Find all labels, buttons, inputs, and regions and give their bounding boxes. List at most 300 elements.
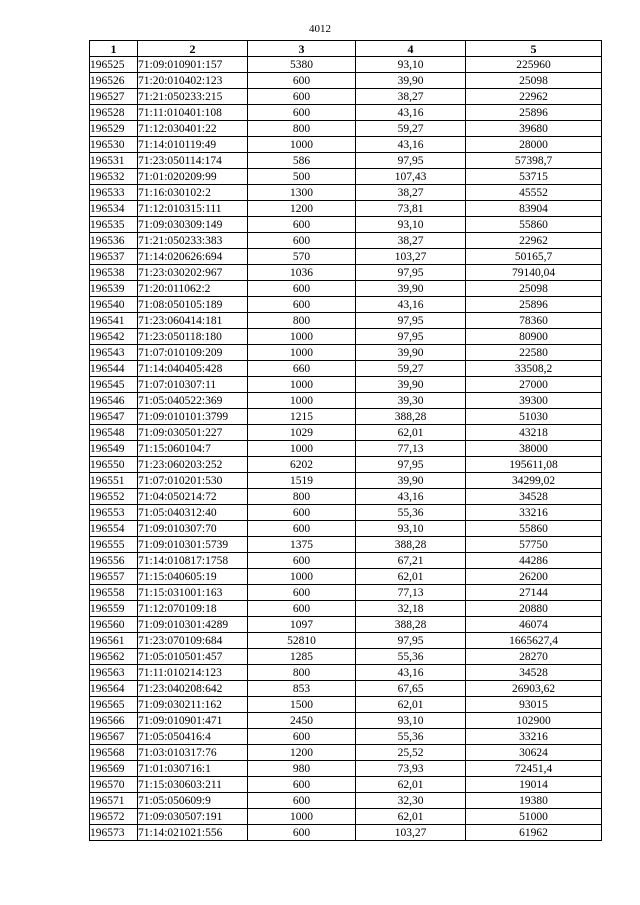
record-number-cell: 196545 xyxy=(90,377,138,393)
rate-cell: 77,13 xyxy=(356,585,466,601)
value-cell: 19380 xyxy=(466,793,602,809)
rate-cell: 73,93 xyxy=(356,761,466,777)
record-number-cell: 196561 xyxy=(90,633,138,649)
value-cell: 25098 xyxy=(466,73,602,89)
rate-cell: 103,27 xyxy=(356,249,466,265)
record-number-cell: 196544 xyxy=(90,361,138,377)
rate-cell: 62,01 xyxy=(356,425,466,441)
table-row xyxy=(90,185,602,201)
table-row xyxy=(90,713,602,729)
value-cell: 34528 xyxy=(466,489,602,505)
record-number-cell: 196533 xyxy=(90,185,138,201)
record-number-cell: 196568 xyxy=(90,745,138,761)
record-number-cell: 196562 xyxy=(90,649,138,665)
table-row xyxy=(90,361,602,377)
cadastral-number-cell: 71:14:010119:49 xyxy=(138,137,248,153)
rate-cell: 62,01 xyxy=(356,777,466,793)
record-number-cell: 196549 xyxy=(90,441,138,457)
table-row xyxy=(90,249,602,265)
record-number-cell: 196570 xyxy=(90,777,138,793)
record-number-cell: 196555 xyxy=(90,537,138,553)
table-row xyxy=(90,217,602,233)
rate-cell: 103,27 xyxy=(356,825,466,841)
rate-cell: 97,95 xyxy=(356,329,466,345)
cadastral-number-cell: 71:07:010109:209 xyxy=(138,345,248,361)
value-cell: 72451,4 xyxy=(466,761,602,777)
rate-cell: 55,36 xyxy=(356,649,466,665)
area-cell: 600 xyxy=(248,825,356,841)
cadastral-number-cell: 71:07:010201:530 xyxy=(138,473,248,489)
table-row xyxy=(90,665,602,681)
cadastral-number-cell: 71:23:070109:684 xyxy=(138,633,248,649)
table-row xyxy=(90,329,602,345)
value-cell: 39300 xyxy=(466,393,602,409)
value-cell: 1665627,4 xyxy=(466,633,602,649)
value-cell: 33216 xyxy=(466,505,602,521)
area-cell: 600 xyxy=(248,777,356,793)
cadastral-number-cell: 71:09:010301:5739 xyxy=(138,537,248,553)
record-number-cell: 196557 xyxy=(90,569,138,585)
value-cell: 55860 xyxy=(466,521,602,537)
cadastral-number-cell: 71:05:050609:9 xyxy=(138,793,248,809)
value-cell: 102900 xyxy=(466,713,602,729)
rate-cell: 39,30 xyxy=(356,393,466,409)
cadastral-number-cell: 71:09:030507:191 xyxy=(138,809,248,825)
column-header-5: 5 xyxy=(466,41,602,57)
table-row xyxy=(90,569,602,585)
cadastral-number-cell: 71:20:010402:123 xyxy=(138,73,248,89)
cadastral-number-cell: 71:09:010301:4289 xyxy=(138,617,248,633)
table-row xyxy=(90,537,602,553)
value-cell: 50165,7 xyxy=(466,249,602,265)
rate-cell: 38,27 xyxy=(356,89,466,105)
rate-cell: 93,10 xyxy=(356,217,466,233)
cadastral-number-cell: 71:14:020626:694 xyxy=(138,249,248,265)
rate-cell: 43,16 xyxy=(356,137,466,153)
table-row xyxy=(90,777,602,793)
area-cell: 1097 xyxy=(248,617,356,633)
record-number-cell: 196540 xyxy=(90,297,138,313)
record-number-cell: 196529 xyxy=(90,121,138,137)
rate-cell: 32,30 xyxy=(356,793,466,809)
cadastral-number-cell: 71:05:040522:369 xyxy=(138,393,248,409)
area-cell: 1200 xyxy=(248,745,356,761)
value-cell: 33508,2 xyxy=(466,361,602,377)
table-row xyxy=(90,153,602,169)
record-number-cell: 196558 xyxy=(90,585,138,601)
rate-cell: 39,90 xyxy=(356,345,466,361)
value-cell: 51030 xyxy=(466,409,602,425)
area-cell: 1500 xyxy=(248,697,356,713)
value-cell: 27000 xyxy=(466,377,602,393)
record-number-cell: 196551 xyxy=(90,473,138,489)
table-row xyxy=(90,489,602,505)
cadastral-number-cell: 71:15:031001:163 xyxy=(138,585,248,601)
table-row xyxy=(90,233,602,249)
cadastral-number-cell: 71:12:030401:22 xyxy=(138,121,248,137)
column-header-4: 4 xyxy=(356,41,466,57)
record-number-cell: 196525 xyxy=(90,57,138,73)
record-number-cell: 196569 xyxy=(90,761,138,777)
table-row xyxy=(90,505,602,521)
value-cell: 225960 xyxy=(466,57,602,73)
record-number-cell: 196539 xyxy=(90,281,138,297)
cadastral-number-cell: 71:09:030211:162 xyxy=(138,697,248,713)
area-cell: 586 xyxy=(248,153,356,169)
column-header-1: 1 xyxy=(90,41,138,57)
table-row xyxy=(90,585,602,601)
area-cell: 52810 xyxy=(248,633,356,649)
table-row xyxy=(90,649,602,665)
rate-cell: 67,65 xyxy=(356,681,466,697)
rate-cell: 93,10 xyxy=(356,521,466,537)
table-row xyxy=(90,89,602,105)
rate-cell: 62,01 xyxy=(356,809,466,825)
cadastral-number-cell: 71:09:010901:157 xyxy=(138,57,248,73)
rate-cell: 38,27 xyxy=(356,185,466,201)
value-cell: 78360 xyxy=(466,313,602,329)
area-cell: 570 xyxy=(248,249,356,265)
table-row xyxy=(90,473,602,489)
rate-cell: 25,52 xyxy=(356,745,466,761)
cadastral-number-cell: 71:14:040405:428 xyxy=(138,361,248,377)
record-number-cell: 196572 xyxy=(90,809,138,825)
area-cell: 500 xyxy=(248,169,356,185)
value-cell: 34299,02 xyxy=(466,473,602,489)
value-cell: 20880 xyxy=(466,601,602,617)
table-row xyxy=(90,345,602,361)
land-registry-table xyxy=(89,40,602,841)
rate-cell: 67,21 xyxy=(356,553,466,569)
area-cell: 600 xyxy=(248,729,356,745)
record-number-cell: 196566 xyxy=(90,713,138,729)
area-cell: 800 xyxy=(248,313,356,329)
rate-cell: 388,28 xyxy=(356,617,466,633)
area-cell: 800 xyxy=(248,665,356,681)
area-cell: 600 xyxy=(248,233,356,249)
value-cell: 55860 xyxy=(466,217,602,233)
table-row xyxy=(90,761,602,777)
table-row xyxy=(90,633,602,649)
area-cell: 600 xyxy=(248,521,356,537)
area-cell: 600 xyxy=(248,281,356,297)
area-cell: 1000 xyxy=(248,329,356,345)
cadastral-number-cell: 71:09:010307:70 xyxy=(138,521,248,537)
area-cell: 600 xyxy=(248,793,356,809)
table-row xyxy=(90,73,602,89)
rate-cell: 39,90 xyxy=(356,281,466,297)
rate-cell: 55,36 xyxy=(356,729,466,745)
rate-cell: 43,16 xyxy=(356,489,466,505)
table-row xyxy=(90,809,602,825)
rate-cell: 73,81 xyxy=(356,201,466,217)
value-cell: 33216 xyxy=(466,729,602,745)
cadastral-number-cell: 71:16:030102:2 xyxy=(138,185,248,201)
record-number-cell: 196559 xyxy=(90,601,138,617)
table-row xyxy=(90,121,602,137)
record-number-cell: 196536 xyxy=(90,233,138,249)
value-cell: 43218 xyxy=(466,425,602,441)
value-cell: 57750 xyxy=(466,537,602,553)
record-number-cell: 196532 xyxy=(90,169,138,185)
record-number-cell: 196573 xyxy=(90,825,138,841)
cadastral-number-cell: 71:12:010315:111 xyxy=(138,201,248,217)
area-cell: 1200 xyxy=(248,201,356,217)
column-header-2: 2 xyxy=(138,41,248,57)
area-cell: 600 xyxy=(248,217,356,233)
cadastral-number-cell: 71:01:020209:99 xyxy=(138,169,248,185)
cadastral-number-cell: 71:11:010214:123 xyxy=(138,665,248,681)
value-cell: 26903,62 xyxy=(466,681,602,697)
area-cell: 1215 xyxy=(248,409,356,425)
cadastral-number-cell: 71:23:050114:174 xyxy=(138,153,248,169)
table-header-row xyxy=(90,41,602,57)
table-row xyxy=(90,105,602,121)
value-cell: 26200 xyxy=(466,569,602,585)
table-row xyxy=(90,793,602,809)
value-cell: 51000 xyxy=(466,809,602,825)
cadastral-number-cell: 71:14:010817:1758 xyxy=(138,553,248,569)
value-cell: 195611,08 xyxy=(466,457,602,473)
table-row xyxy=(90,745,602,761)
value-cell: 25098 xyxy=(466,281,602,297)
value-cell: 25896 xyxy=(466,297,602,313)
record-number-cell: 196564 xyxy=(90,681,138,697)
area-cell: 1000 xyxy=(248,441,356,457)
table-row xyxy=(90,169,602,185)
area-cell: 5380 xyxy=(248,57,356,73)
area-cell: 1285 xyxy=(248,649,356,665)
value-cell: 61962 xyxy=(466,825,602,841)
value-cell: 19014 xyxy=(466,777,602,793)
cadastral-number-cell: 71:23:050118:180 xyxy=(138,329,248,345)
record-number-cell: 196530 xyxy=(90,137,138,153)
rate-cell: 59,27 xyxy=(356,361,466,377)
record-number-cell: 196571 xyxy=(90,793,138,809)
cadastral-number-cell: 71:03:010317:76 xyxy=(138,745,248,761)
area-cell: 980 xyxy=(248,761,356,777)
record-number-cell: 196538 xyxy=(90,265,138,281)
rate-cell: 43,16 xyxy=(356,105,466,121)
rate-cell: 39,90 xyxy=(356,377,466,393)
value-cell: 22580 xyxy=(466,345,602,361)
area-cell: 1029 xyxy=(248,425,356,441)
cadastral-number-cell: 71:05:040312:40 xyxy=(138,505,248,521)
value-cell: 39680 xyxy=(466,121,602,137)
area-cell: 1519 xyxy=(248,473,356,489)
area-cell: 1000 xyxy=(248,137,356,153)
value-cell: 38000 xyxy=(466,441,602,457)
rate-cell: 97,95 xyxy=(356,313,466,329)
cadastral-number-cell: 71:09:030309:149 xyxy=(138,217,248,233)
table-row xyxy=(90,601,602,617)
area-cell: 600 xyxy=(248,553,356,569)
rate-cell: 388,28 xyxy=(356,409,466,425)
table-row xyxy=(90,297,602,313)
rate-cell: 97,95 xyxy=(356,457,466,473)
cadastral-number-cell: 71:23:060414:181 xyxy=(138,313,248,329)
table-row xyxy=(90,681,602,697)
cadastral-number-cell: 71:23:060203:252 xyxy=(138,457,248,473)
area-cell: 800 xyxy=(248,489,356,505)
area-cell: 600 xyxy=(248,297,356,313)
table-row xyxy=(90,729,602,745)
table-row xyxy=(90,425,602,441)
value-cell: 45552 xyxy=(466,185,602,201)
cadastral-number-cell: 71:23:030202:967 xyxy=(138,265,248,281)
value-cell: 44286 xyxy=(466,553,602,569)
table-row xyxy=(90,137,602,153)
rate-cell: 55,36 xyxy=(356,505,466,521)
record-number-cell: 196531 xyxy=(90,153,138,169)
value-cell: 93015 xyxy=(466,697,602,713)
area-cell: 600 xyxy=(248,601,356,617)
value-cell: 80900 xyxy=(466,329,602,345)
area-cell: 1000 xyxy=(248,809,356,825)
value-cell: 30624 xyxy=(466,745,602,761)
area-cell: 853 xyxy=(248,681,356,697)
record-number-cell: 196567 xyxy=(90,729,138,745)
cadastral-number-cell: 71:08:050105:189 xyxy=(138,297,248,313)
table-row xyxy=(90,409,602,425)
table-row xyxy=(90,281,602,297)
area-cell: 1000 xyxy=(248,393,356,409)
column-header-3: 3 xyxy=(248,41,356,57)
rate-cell: 97,95 xyxy=(356,153,466,169)
rate-cell: 77,13 xyxy=(356,441,466,457)
cadastral-number-cell: 71:09:010101:3799 xyxy=(138,409,248,425)
record-number-cell: 196547 xyxy=(90,409,138,425)
rate-cell: 97,95 xyxy=(356,633,466,649)
record-number-cell: 196554 xyxy=(90,521,138,537)
page-number: 4012 xyxy=(309,23,331,35)
record-number-cell: 196526 xyxy=(90,73,138,89)
cadastral-number-cell: 71:14:021021:556 xyxy=(138,825,248,841)
cadastral-number-cell: 71:15:030603:211 xyxy=(138,777,248,793)
cadastral-number-cell: 71:09:010901:471 xyxy=(138,713,248,729)
area-cell: 1000 xyxy=(248,569,356,585)
value-cell: 28270 xyxy=(466,649,602,665)
value-cell: 28000 xyxy=(466,137,602,153)
record-number-cell: 196556 xyxy=(90,553,138,569)
table-row xyxy=(90,553,602,569)
record-number-cell: 196543 xyxy=(90,345,138,361)
area-cell: 1300 xyxy=(248,185,356,201)
area-cell: 600 xyxy=(248,505,356,521)
cadastral-number-cell: 71:20:011062:2 xyxy=(138,281,248,297)
area-cell: 1036 xyxy=(248,265,356,281)
table-body xyxy=(90,57,602,841)
value-cell: 57398,7 xyxy=(466,153,602,169)
rate-cell: 97,95 xyxy=(356,265,466,281)
value-cell: 46074 xyxy=(466,617,602,633)
table-row xyxy=(90,457,602,473)
record-number-cell: 196542 xyxy=(90,329,138,345)
cadastral-number-cell: 71:15:040605:19 xyxy=(138,569,248,585)
area-cell: 600 xyxy=(248,89,356,105)
record-number-cell: 196563 xyxy=(90,665,138,681)
area-cell: 800 xyxy=(248,121,356,137)
table-row xyxy=(90,201,602,217)
table-row xyxy=(90,265,602,281)
rate-cell: 39,90 xyxy=(356,473,466,489)
rate-cell: 39,90 xyxy=(356,73,466,89)
cadastral-number-cell: 71:01:030716:1 xyxy=(138,761,248,777)
record-number-cell: 196537 xyxy=(90,249,138,265)
value-cell: 22962 xyxy=(466,233,602,249)
area-cell: 1375 xyxy=(248,537,356,553)
area-cell: 2450 xyxy=(248,713,356,729)
table-row xyxy=(90,441,602,457)
rate-cell: 43,16 xyxy=(356,665,466,681)
record-number-cell: 196565 xyxy=(90,697,138,713)
record-number-cell: 196550 xyxy=(90,457,138,473)
rate-cell: 38,27 xyxy=(356,233,466,249)
table-row xyxy=(90,521,602,537)
rate-cell: 107,43 xyxy=(356,169,466,185)
record-number-cell: 196546 xyxy=(90,393,138,409)
record-number-cell: 196534 xyxy=(90,201,138,217)
cadastral-number-cell: 71:05:050416:4 xyxy=(138,729,248,745)
rate-cell: 93,10 xyxy=(356,57,466,73)
cadastral-number-cell: 71:07:010307:11 xyxy=(138,377,248,393)
rate-cell: 93,10 xyxy=(356,713,466,729)
record-number-cell: 196553 xyxy=(90,505,138,521)
area-cell: 660 xyxy=(248,361,356,377)
cadastral-number-cell: 71:21:050233:383 xyxy=(138,233,248,249)
value-cell: 34528 xyxy=(466,665,602,681)
area-cell: 1000 xyxy=(248,345,356,361)
cadastral-number-cell: 71:23:040208:642 xyxy=(138,681,248,697)
value-cell: 25896 xyxy=(466,105,602,121)
value-cell: 22962 xyxy=(466,89,602,105)
record-number-cell: 196535 xyxy=(90,217,138,233)
rate-cell: 43,16 xyxy=(356,297,466,313)
table-row xyxy=(90,57,602,73)
area-cell: 1000 xyxy=(248,377,356,393)
table-row xyxy=(90,393,602,409)
cadastral-number-cell: 71:04:050214:72 xyxy=(138,489,248,505)
record-number-cell: 196527 xyxy=(90,89,138,105)
value-cell: 27144 xyxy=(466,585,602,601)
record-number-cell: 196528 xyxy=(90,105,138,121)
table-row xyxy=(90,617,602,633)
rate-cell: 62,01 xyxy=(356,569,466,585)
area-cell: 600 xyxy=(248,105,356,121)
rate-cell: 62,01 xyxy=(356,697,466,713)
table-row xyxy=(90,377,602,393)
area-cell: 600 xyxy=(248,585,356,601)
record-number-cell: 196548 xyxy=(90,425,138,441)
rate-cell: 388,28 xyxy=(356,537,466,553)
record-number-cell: 196560 xyxy=(90,617,138,633)
record-number-cell: 196541 xyxy=(90,313,138,329)
cadastral-number-cell: 71:11:010401:108 xyxy=(138,105,248,121)
cadastral-number-cell: 71:12:070109:18 xyxy=(138,601,248,617)
rate-cell: 59,27 xyxy=(356,121,466,137)
cadastral-number-cell: 71:21:050233:215 xyxy=(138,89,248,105)
value-cell: 53715 xyxy=(466,169,602,185)
cadastral-number-cell: 71:05:010501:457 xyxy=(138,649,248,665)
record-number-cell: 196552 xyxy=(90,489,138,505)
cadastral-number-cell: 71:09:030501:227 xyxy=(138,425,248,441)
rate-cell: 32,18 xyxy=(356,601,466,617)
value-cell: 79140,04 xyxy=(466,265,602,281)
area-cell: 6202 xyxy=(248,457,356,473)
table-row xyxy=(90,825,602,841)
cadastral-number-cell: 71:15:060104:7 xyxy=(138,441,248,457)
table-row xyxy=(90,697,602,713)
